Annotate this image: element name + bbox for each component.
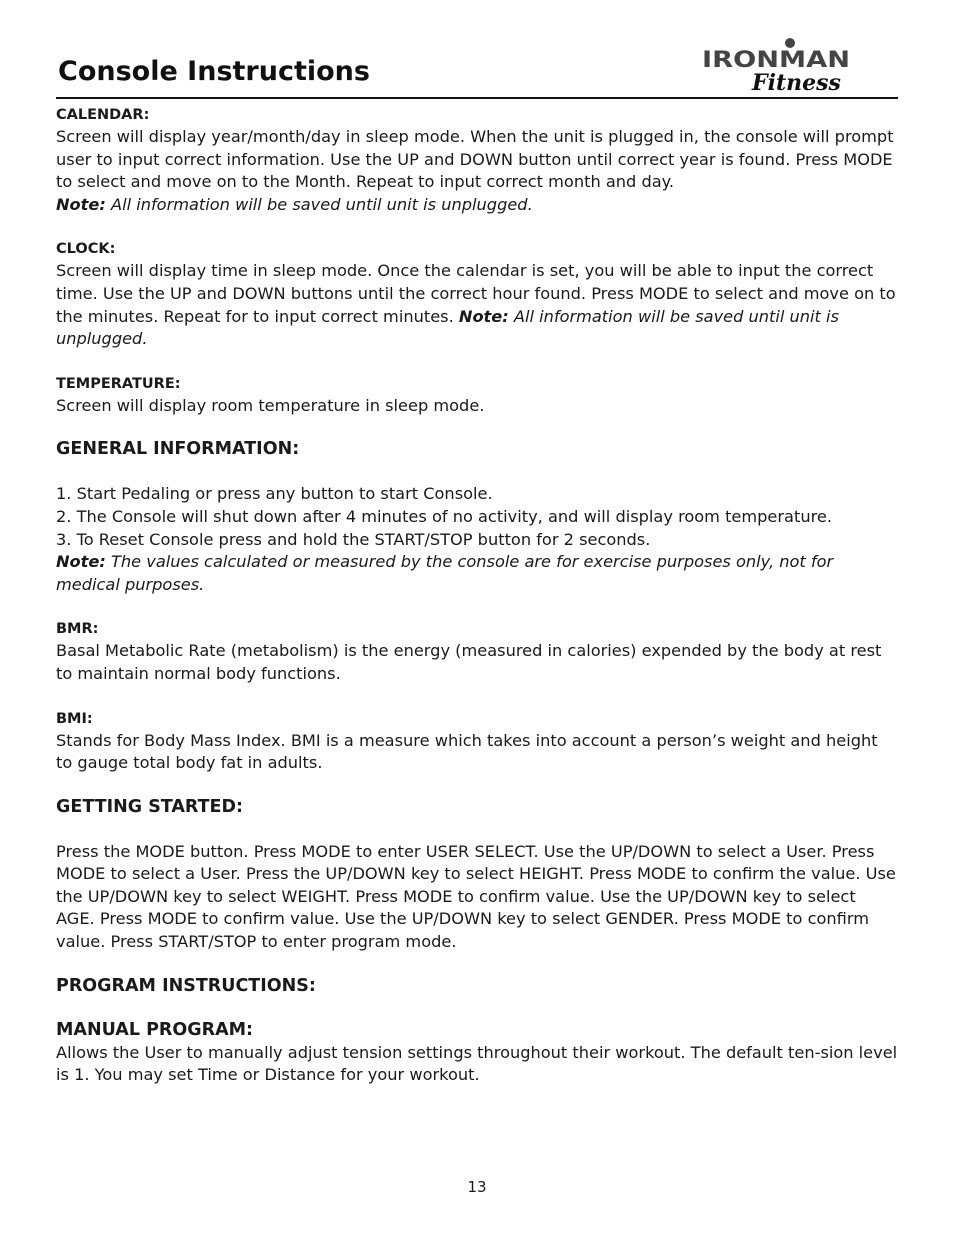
clock-note-text: All information will be saved until unit is unplugged.	[56, 306, 839, 349]
getting-started-body: Press the MODE button. Press MODE to enter USER SELECT. Use the UP/DOWN to select a User. Press MODE to select a User. Press the UP/DOWN key to select HEIGHT. Press MODE to confirm the value. Use the UP/DOWN key to select WEIGHT. Press MODE to confirm value. Use the UP/DOWN key to select AGE. Press MODE to confirm value. Use the UP/DOWN key to select GENDER. Press MODE to confirm value. Press START/STOP to enter program mode.	[56, 841, 896, 952]
getting-started-heading: GETTING STARTED:	[56, 796, 244, 817]
bmi-heading: BMI:	[56, 710, 93, 727]
calendar-body: Screen will display year/month/day in sleep mode. When the unit is plugged in, the console will prompt user to input correct information. Use the UP and DOWN button until correct year is found. Press MODE to select and move on to the Month. Repeat to input correct month and day.	[56, 127, 894, 192]
logo-top-text: IRONMAN	[702, 48, 850, 73]
page-number: 13	[467, 1178, 487, 1196]
general-information-heading: GENERAL INFORMATION:	[56, 439, 300, 460]
bmi-body: Stands for Body Mass Index. BMI is a measure which takes into account a person’s weight and height to gauge total body fat in adults.	[56, 730, 878, 773]
calendar-note-label: Note:	[56, 194, 106, 214]
general-note-text: The values calculated or measured by the console are for exercise purposes only, not for medical purposes.	[56, 552, 834, 594]
ironman-fitness-logo	[700, 36, 855, 96]
general-item-1: 1. Start Pedaling or press any button to start Console.	[56, 484, 493, 504]
clock-heading: CLOCK:	[56, 241, 116, 258]
temperature-body: Screen will display room temperature in sleep mode.	[56, 395, 485, 415]
header-rule	[56, 97, 898, 99]
general-item-2: 2. The Console will shut down after 4 minutes of no activity, and will display room temperature.	[56, 506, 832, 526]
bmr-body: Basal Metabolic Rate (metabolism) is the energy (measured in calories) expended by the body at rest to maintain normal body functions.	[56, 641, 882, 683]
manual-program-heading: MANUAL PROGRAM:	[56, 1019, 254, 1040]
calendar-note-text: All information will be saved until unit is unplugged.	[105, 194, 533, 214]
general-note	[56, 551, 898, 596]
clock-note-label: Note:	[458, 306, 509, 326]
page-title: Console Instructions	[58, 56, 370, 87]
general-item-3: 3. To Reset Console press and hold the START/STOP button for 2 seconds.	[56, 529, 651, 549]
calendar-heading: CALENDAR:	[56, 107, 150, 123]
bmr-heading: BMR:	[56, 621, 99, 638]
temperature-heading: TEMPERATURE:	[56, 375, 181, 392]
clock-paragraph	[56, 260, 898, 350]
general-note-label: Note:	[56, 552, 106, 572]
clock-body: Screen will display time in sleep mode. Once the calendar is set, you will be able to input the correct time. Use the UP and DOWN buttons until the correct hour found. Press MODE to select and move on to the minutes. Repeat for to input correct minutes.	[56, 261, 896, 326]
calendar-paragraph	[56, 126, 898, 216]
document-body	[56, 104, 898, 1087]
logo-script-text: Fitness	[752, 70, 841, 96]
manual-program-body: Allows the User to manually adjust tension settings throughout their workout. The default ten-sion level is 1. You may set Time or Distance for your workout.	[56, 1042, 898, 1085]
program-instructions-heading: PROGRAM INSTRUCTIONS:	[56, 975, 316, 996]
